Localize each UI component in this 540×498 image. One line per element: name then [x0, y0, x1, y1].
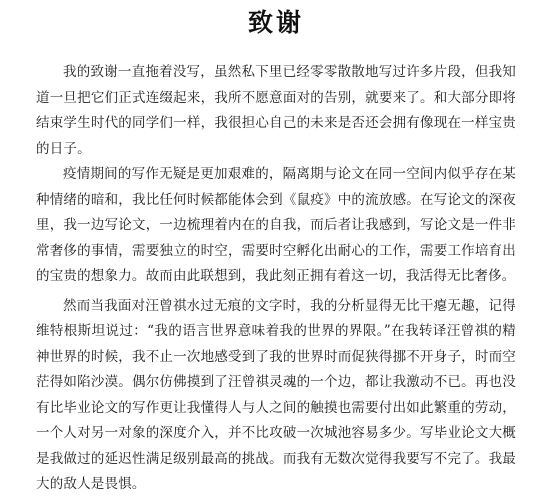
page-title: 致谢: [247, 8, 304, 37]
document-body: [36, 60, 516, 498]
paragraph-3: 然而当我面对汪曾祺水过无痕的文字时，我的分析显得无比干瘪无趣，记得维特根斯坦说过：“我的语言世界意味着我的世界的界限。”在我转译汪曾祺的精神世界的时候，我不止一次地感受到了我的世界时而促狭得挪不开身子，时而空茫得如陷沙漠。偶尔仿佛摸到了汪曾祺灵魂的一个边，都让我激动不已。再也没有比毕业论文的写作更让我懂得人与人之间的触摸也需要付出如此繁重的劳动，一个人对另一对象的深度介入，并不比攻破一次城池容易多少。写毕业论文大概是我做过的延迟性满足级别最高的挑战。而我有无数次觉得我要写不完了。我最大的敌人是畏惧。: [36, 297, 516, 492]
paragraph-2: 疫情期间的写作无疑是更加艰难的，隔离期与论文在同一空间内似乎存在某种情绪的暗和，我比任何时候都能体会到《鼠疫》中的流放感。在写论文的深夜里，我一边写论文，一边梳理着内在的自我，而后者让我感到，写论文是一件非常奢侈的事情，需要独立的时空，需要时空孵化出耐心的工作，需要工作培育出的宝贵的想象力。故而由此联想到，我此刻正拥有着这一切，我活得无比奢侈。: [36, 166, 516, 284]
paragraph-1: 我的致谢一直拖着没写，虽然私下里已经零零散散地写过许多片段，但我知道一旦把它们正式连缀起来，我所不愿意面对的告别，就要来了。和大部分即将结束学生时代的同学们一样，我很担心自己的未来是否还会拥有像现在一样宝贵的日子。: [36, 64, 516, 157]
